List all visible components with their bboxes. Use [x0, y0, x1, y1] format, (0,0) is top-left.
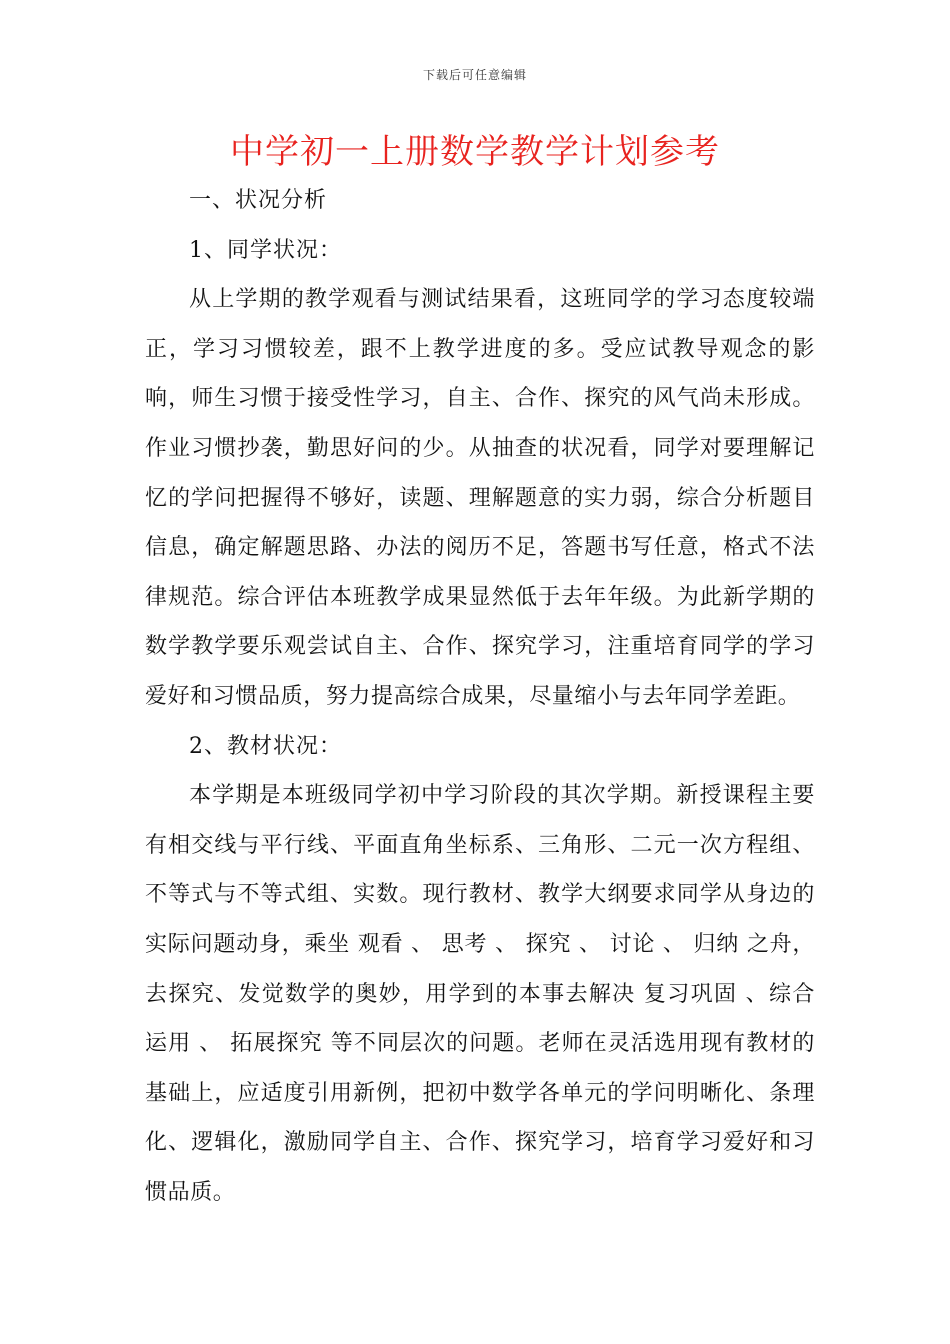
section-heading: 一、状况分析: [189, 188, 328, 213]
header-note: 下载后可任意编辑: [422, 68, 527, 82]
document-body: [145, 176, 815, 1217]
document-title: 中学初一上册数学教学计划参考: [230, 132, 720, 172]
body-paragraph: 本学期是本班级同学初中学习阶段的其次学期。新授课程主要有相交线与平行线、平面直角坐标系、三角形、二元一次方程组、不等式与不等式组、实数。现行教材、教学大纲要求同学从身边的实际问题动身，乘坐 观看 、 思考 、 探究 、 讨论 、 归纳 之舟，去探究、发觉数学的奥妙，用学到的本事去解决 复习巩固 、综合运用 、 拓展探究 等不同层次的问题。老师在灵活选用现有教材的基础上，应适度引用新例，把初中数学各单元的学问明晰化、条理化、逻辑化，激励同学自主、合作、探究学习，培育学习爱好和习惯品质。: [145, 783, 815, 1205]
subsection-heading: 1、同学状况：: [189, 237, 342, 263]
subsection-heading: 2、教材状况：: [189, 733, 342, 759]
body-paragraph: 从上学期的教学观看与测试结果看，这班同学的学习态度较端正，学习习惯较差，跟不上教学进度的多。受应试教导观念的影响，师生习惯于接受性学习，自主、合作、探究的风气尚未形成。作业习惯抄袭，勤思好问的少。从抽查的状况看，同学对要理解记忆的学问把握得不够好，读题、理解题意的实力弱，综合分析题目信息，确定解题思路、办法的阅历不足，答题书写任意，格式不法律规范。综合评估本班教学成果显然低于去年年级。为此新学期的数学教学要乐观尝试自主、合作、探究学习，注重培育同学的学习爱好和习惯品质，努力提高综合成果，尽量缩小与去年同学差距。: [145, 287, 815, 709]
